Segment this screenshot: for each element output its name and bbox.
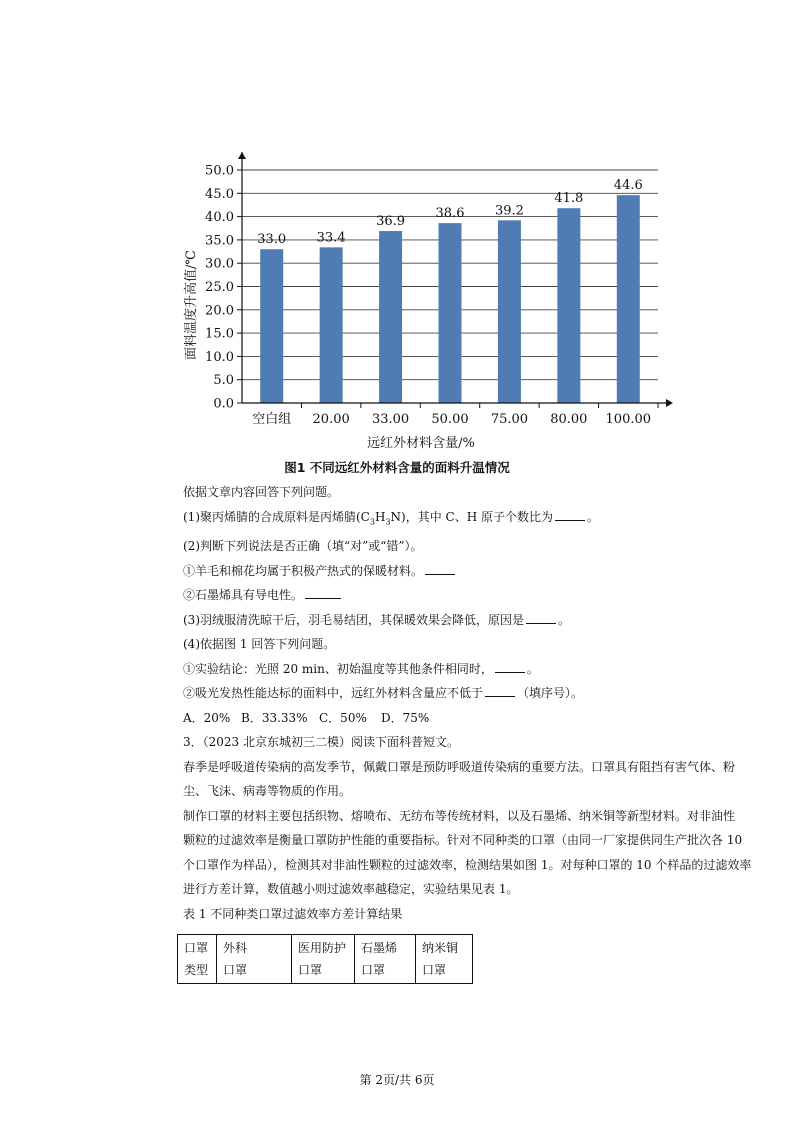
paragraph-1-line-2: 尘、飞沫、病毒等物质的作用。: [183, 784, 352, 799]
q4-1-text: ①实验结论：光照 20 min、初始温度等其他条件相同时，: [183, 661, 493, 676]
bar: [320, 247, 343, 403]
y-axis-arrow: [238, 152, 246, 159]
q1-text-c: N)，其中 C、H 原子个数比为: [390, 509, 553, 524]
cell-line: 口罩: [184, 941, 209, 956]
bar: [617, 195, 640, 403]
mask-table: [177, 934, 473, 984]
answer-blank[interactable]: [305, 587, 341, 599]
x-tick-label: 100.00: [605, 412, 652, 427]
y-tick-label: 40.0: [205, 210, 234, 226]
y-tick-label: 10.0: [205, 349, 234, 365]
question-4-2: [183, 681, 763, 706]
q1-end: 。: [587, 509, 600, 524]
answer-blank[interactable]: [495, 661, 525, 673]
question-4: (4)依据图 1 回答下列问题。: [183, 637, 336, 652]
cell-line: 口罩: [223, 963, 248, 978]
cell-line: 外科: [223, 941, 248, 956]
answer-choices: [183, 706, 763, 731]
q4-2-text: ②吸光发热性能达标的面料中，远红外材料含量应不低于: [183, 686, 484, 701]
paragraph-2-line-4: 进行方差计算，数值越小则过滤效率越稳定，实验结果见表 1。: [183, 882, 519, 897]
question-2: (2)判断下列说法是否正确（填“对”或“错”）。: [183, 539, 423, 554]
bar: [498, 220, 521, 403]
chart-x-axis-label: 远红外材料含量/%: [367, 436, 475, 451]
bar-value-label: 44.6: [613, 178, 643, 194]
chart-y-ticks: [205, 164, 242, 412]
y-tick-label: 50.0: [205, 163, 234, 179]
cell-line: 石墨烯: [361, 941, 398, 956]
y-tick-label: 0.0: [213, 396, 234, 412]
table-cell: [178, 935, 217, 984]
bar-value-label: 39.2: [494, 203, 524, 219]
figure-caption: 图1 不同远红外材料含量的面料升温情况: [284, 460, 510, 475]
x-tick-label: 20.00: [312, 412, 350, 427]
cell-line: 纳米铜: [422, 941, 459, 956]
passage-heading: 3．（2023 北京东城初三二模）阅读下面科普短文。: [183, 735, 459, 750]
cell-line: 医用防护: [298, 941, 347, 956]
q1-subscript-2: 3: [385, 516, 391, 526]
y-tick-label: 15.0: [205, 326, 234, 342]
bar-value-label: 33.4: [316, 230, 346, 246]
q2-2-text: ②石墨烯具有导电性。: [183, 588, 304, 603]
cell-line: 口罩: [422, 963, 447, 978]
bar: [439, 223, 462, 403]
answer-blank[interactable]: [555, 509, 585, 521]
question-3: [183, 608, 763, 633]
question-2-1: [183, 559, 763, 584]
q3-end: 。: [558, 612, 571, 627]
chart-bars: [260, 195, 640, 403]
bar-chart: [150, 140, 690, 455]
paragraph-1-line-1: 春季是呼吸道传染病的高发季节，佩戴口罩是预防呼吸道传染病的重要方法。口罩具有阻挡有害气体、粉: [183, 759, 736, 774]
paragraph-2-line-3: 个口罩作为样品），检测其对非油性颗粒的过滤效率，检测结果如图 1。对每种口罩的 10 个样品的过滤效率: [183, 857, 752, 872]
q4-1-end: 。: [526, 661, 539, 676]
y-tick-label: 30.0: [205, 256, 234, 272]
table-cell: [416, 935, 473, 984]
cell-line: 口罩: [298, 963, 323, 978]
questions-intro: 依据文章内容回答下列问题。: [183, 485, 340, 499]
question-4-1: [183, 657, 763, 682]
question-2-2: [183, 583, 763, 608]
bar-value-label: 36.9: [376, 214, 406, 230]
y-tick-label: 5.0: [213, 373, 234, 389]
x-tick-label: 33.00: [371, 412, 410, 427]
cell-line: 类型: [184, 963, 209, 978]
choice-a[interactable]: A．20%: [183, 710, 231, 725]
x-tick-label: 75.00: [490, 412, 529, 427]
cell-line: 口罩: [361, 963, 386, 978]
bar: [260, 249, 283, 403]
bar-value-label: 41.8: [554, 191, 584, 207]
y-tick-label: 25.0: [205, 280, 234, 295]
x-tick-label: 50.00: [431, 412, 469, 427]
y-tick-label: 20.0: [205, 303, 234, 319]
choice-d[interactable]: D．75%: [381, 710, 430, 725]
document-body: [183, 480, 763, 984]
q4-2-hint: （填序号）。: [517, 686, 584, 701]
table-cell: [292, 935, 355, 984]
table-row: [178, 935, 473, 984]
chart-x-ticks: [252, 403, 658, 427]
bar: [557, 208, 580, 403]
choice-c[interactable]: C．50%: [319, 710, 367, 725]
q1-text-b: H: [374, 509, 386, 524]
q2-1-text: ①羊毛和棉花均属于积极产热式的保暖材料。: [183, 563, 424, 578]
q1-text-a: (1)聚丙烯腈的合成原料是丙烯腈(C: [183, 509, 370, 524]
answer-blank[interactable]: [425, 563, 455, 575]
paragraph-2-line-2: 颗粒的过滤效率是衡量口罩防护性能的重要指标。针对不同种类的口罩（由同一厂家提供同生产批次各 10: [183, 833, 743, 848]
answer-blank[interactable]: [526, 612, 556, 624]
x-axis-arrow: [666, 399, 673, 407]
q3-text: (3)羽绒服清洗晾干后，羽毛易结团，其保暖效果会降低，原因是: [183, 612, 525, 627]
bar-value-label: 33.0: [257, 232, 287, 248]
table-title: 表 1 不同种类口罩过滤效率方差计算结果: [183, 906, 403, 921]
page-footer: 第 2页/共 6页: [359, 1073, 435, 1087]
choice-b[interactable]: B．33.33%: [241, 710, 308, 725]
y-tick-label: 45.0: [205, 186, 234, 202]
table-cell: [355, 935, 416, 984]
question-1: [183, 505, 763, 535]
q1-subscript-1: 3: [369, 516, 375, 526]
bar-value-label: 38.6: [435, 206, 465, 222]
x-tick-label: 80.00: [550, 412, 588, 427]
y-tick-label: 35.0: [205, 233, 234, 249]
chart-y-axis-label: 面料温度升高值/℃: [184, 250, 199, 360]
table-cell: [217, 935, 292, 984]
paragraph-2-line-1: 制作口罩的材料主要包括织物、熔喷布、无纺布等传统材料，以及石墨烯、纳米铜等新型材料。对非油性: [183, 808, 736, 823]
answer-blank[interactable]: [485, 685, 515, 697]
x-tick-label: 空白组: [252, 412, 292, 427]
bar: [379, 231, 402, 403]
